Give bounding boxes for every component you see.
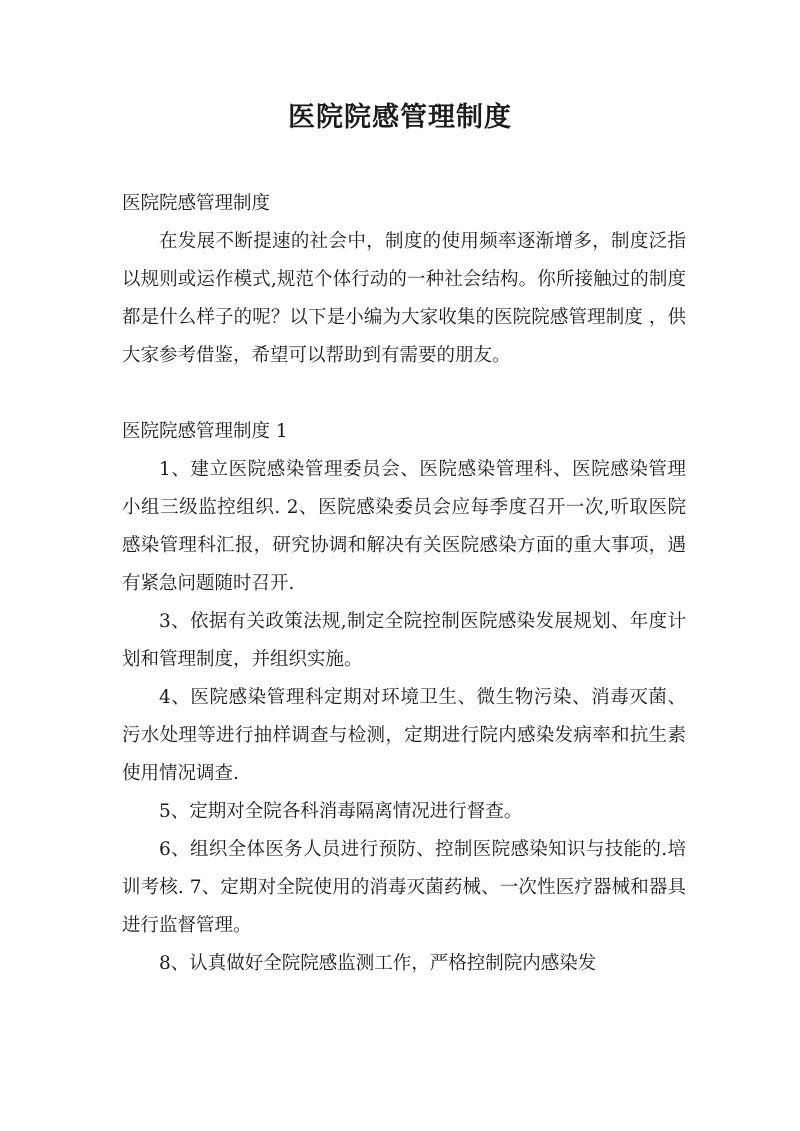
intro-paragraph: 在发展不断提速的社会中，制度的使用频率逐渐增多，制度泛指以规则或运作模式,规范个体行动的一种社会结构。你所接触过的制度都是什么样子的呢？以下是小编为大家收集的医院院感管理制度 ，供大家参考借鉴，希望可以帮助到有需要的朋友。 <box>122 231 686 366</box>
rule-paragraph-5: 5、定期对全院各科消毒隔离情况进行督查。 <box>159 801 523 822</box>
rule-paragraph-3: 3、依据有关政策法规,制定全院控制医院感染发展规划、年度计划和管理制度，并组织实施。 <box>122 611 686 670</box>
rule-paragraph-4: 4、医院感染管理科定期对环境卫生、微生物污染、消毒灭菌、污水处理等进行抽样调查与检测，定期进行院内感染发病率和抗生素使用情况调查. <box>122 687 686 784</box>
rule-paragraph-8: 8、认真做好全院院感监测工作，严格控制院内感染发 <box>159 953 597 974</box>
intro-heading: 医院院感管理制度 <box>122 193 271 214</box>
section-heading: 医院院感管理制度 1 <box>122 421 288 442</box>
document-body <box>122 185 686 983</box>
rule-paragraph-6-7: 6、组织全体医务人员进行预防、控制医院感染知识与技能的.培训考核. 7、定期对全院使用的消毒灭菌药械、一次性医疗器械和器具进行监督管理。 <box>122 839 686 936</box>
document-title: 医院院感管理制度 <box>288 102 512 133</box>
rule-paragraph-1-2: 1、建立医院感染管理委员会、医院感染管理科、医院感染管理小组三级监控组织. 2、医院感染委员会应每季度召开一次,听取医院感染管理科汇报，研究协调和解决有关医院感染方面的重大事项，遇有紧急问题随时召开. <box>122 459 686 594</box>
section-spacer <box>122 375 686 413</box>
